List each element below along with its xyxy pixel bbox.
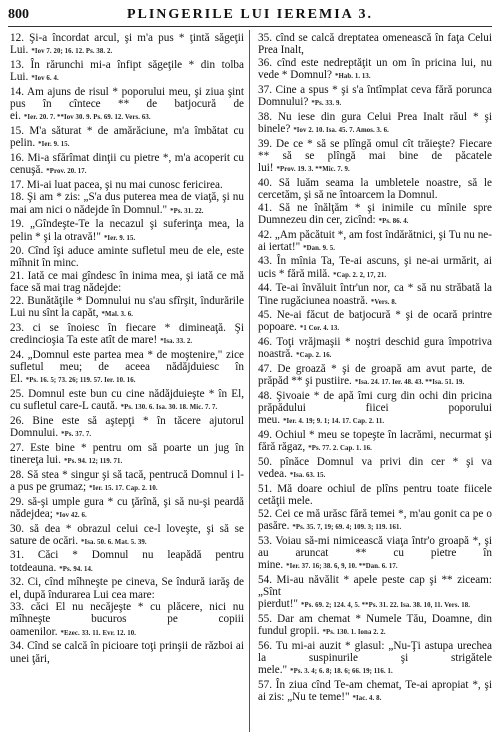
- verse-text: 39. De ce * să se plîngă omul cît trăieşte? Fiecare ** să se plîngă mai bine de păcatele lui!: [258, 137, 492, 175]
- verse-text: 49. Ochiul * meu se topeşte în lacrămi, necurmat şi fără răgaz,: [258, 429, 492, 454]
- verse-text: 13. În rărunchi mi-a înfipt săgeţile * din tolba Lui.: [10, 58, 244, 84]
- verse-text: 16. Mi-a sfărîmat dinţii cu pietre *, m'a acoperit cu cenuşă.: [10, 151, 244, 177]
- verse: [10, 388, 244, 414]
- verse: [258, 336, 492, 362]
- verse-text: 33. căci El nu necăjeşte * cu plăcere, nici nu mîhneşte bucuros pe copiii oamenilor.: [10, 601, 244, 638]
- verse: [10, 191, 244, 217]
- cross-reference: *Ps. 16. 5; 73. 26; 119. 57. Ier. 10. 16.: [25, 377, 136, 385]
- verse-text: 40. Să luăm seama la umbletele noastre, să le cercetăm, şi să ne întoarcem la Domnul.: [258, 176, 492, 201]
- cross-reference: *Ps. 86. 4.: [378, 217, 409, 225]
- running-title: PLINGERILE LUI IEREMIA 3.: [126, 7, 374, 22]
- verse-text: 48. Şivoaie * de apă îmi curg din ochi din pricina prăpădului fiicei poporului meu.: [258, 389, 492, 427]
- verse: [10, 125, 244, 151]
- verse-text: 38. Nu iese din gura Celui Prea Inalt răul * şi binele?: [258, 110, 492, 135]
- cross-reference: *Ps. 35. 7, 19; 69. 4; 109. 3; 119. 161.: [292, 524, 402, 532]
- cross-reference: *Isa. 24. 17. Ier. 48. 43. **Isa. 51. 19.: [354, 379, 465, 387]
- verse-text: 46. Toţi vrăjmaşii * noştri deschid gura împotriva noastră.: [258, 336, 492, 361]
- verse-text: 37. Cine a spus * şi s'a întîmplat ceva fără porunca Domnului?: [258, 83, 492, 109]
- verse-text: 42. „Am păcătuit *, am fost îndărătnici, şi Tu nu ne-ai iertat!": [258, 228, 492, 253]
- cross-reference: *Ier. 20. 7. **Iov 30. 9. Ps. 69. 12. Vers. 63.: [23, 114, 151, 122]
- cross-reference: *Ps. 130. 6. Isa. 30. 18. Mic. 7. 7.: [120, 404, 218, 412]
- verse: [10, 496, 244, 522]
- cross-reference: *Prov. 19. 3. **Mic. 7. 9.: [276, 166, 350, 174]
- verse: [10, 523, 244, 549]
- verse: [258, 177, 492, 201]
- cross-reference: *Isa. 33. 2.: [160, 338, 193, 346]
- verse-text: 12. Şi-a încordat arcul, şi m'a pus * ţintă săgeţii Lui.: [10, 32, 244, 57]
- cross-reference: *Prov. 20. 17.: [46, 168, 87, 176]
- cross-reference: *Iov 2. 10. Isa. 45. 7. Amos. 3. 6.: [293, 126, 389, 134]
- verse-text: 30. să dea * obrazul celui ce-l loveşte, şi să se sature de ocări.: [10, 522, 244, 547]
- verse: [258, 613, 492, 639]
- cross-reference: *Ps. 3. 4; 6. 8; 18. 6; 66. 19; 116. 1.: [290, 668, 393, 676]
- verse: [10, 152, 244, 178]
- verse-text: 31. Căci * Domnul nu leapădă pentru totdeauna.: [10, 549, 244, 574]
- verse-text: 18. Şi am * zis: „S'a dus puterea mea de viaţă, şi nu mai am nici o nădejde în Domnul.": [10, 191, 244, 216]
- verse: [258, 640, 492, 679]
- cross-reference: *Vers. 8.: [370, 298, 397, 306]
- verse: [258, 229, 492, 255]
- verse: [258, 84, 492, 110]
- cross-reference: *Ier. 4. 19; 9. 1; 14. 17. Cap. 2. 11.: [283, 418, 385, 426]
- verse: [10, 179, 244, 191]
- right-column: [258, 32, 492, 732]
- verse: [10, 415, 244, 441]
- cross-reference: *Iov 42. 6.: [55, 511, 87, 519]
- cross-reference: *Iov 6. 4.: [31, 75, 59, 83]
- verse-text: 15. M'a săturat * de amărăciune, m'a îmbătat cu pelin.: [10, 124, 244, 150]
- verse-text: 24. „Domnul este partea mea * de moştenire," zice sufletul meu; de aceea nădăjduiesc în El.: [10, 348, 244, 386]
- cross-reference: *Ps. 94. 12; 119. 71.: [63, 458, 123, 465]
- cross-reference: *Hab. 1. 13.: [334, 73, 371, 81]
- verse-text: 17. Mi-ai luat pacea, şi nu mai cunosc fericirea.: [10, 178, 223, 191]
- verse: [258, 32, 492, 56]
- verse-text: 21. Iată ce mai gîndesc în inima mea, şi iată ce mă face să mai trag nădejde:: [10, 270, 244, 295]
- cross-reference: *Ps. 69. 2; 124. 4, 5. **Ps. 31. 22. Isa. 38. 10, 11. Vers. 18.: [300, 602, 471, 610]
- verse: [258, 574, 492, 613]
- verse-text: 45. Ne-ai făcut de batjocură * şi de ocară printre popoare.: [258, 309, 492, 334]
- verse-text: 29. să-şi umple gura * cu ţărînă, şi să nu-şi peardă nădejdea;: [10, 495, 244, 520]
- verse: [258, 429, 492, 455]
- verse: [10, 469, 244, 495]
- verse: [10, 245, 244, 269]
- verse: [10, 59, 244, 85]
- verse: [10, 322, 244, 348]
- verse: [10, 349, 244, 388]
- cross-reference: *Ps. 37. 7.: [61, 431, 92, 439]
- verse: [10, 640, 244, 664]
- verse-text: 26. Bine este să aştepţi * în tăcere ajutorul Domnului.: [10, 414, 244, 440]
- cross-reference: *Cap. 2. 16.: [296, 352, 332, 360]
- verse: [258, 282, 492, 308]
- cross-reference: *Mal. 3. 6.: [101, 311, 134, 319]
- verse: [10, 32, 244, 58]
- verse-text: 54. Mi-au năvălit * apele peste cap şi ** ziceam: „Sînt pierdut!": [258, 573, 492, 611]
- verse-text: 25. Domnul este bun cu cine nădăjduieşte * în El, cu sufletul care-L caută.: [10, 387, 244, 413]
- verse-text: 53. Voiau să-mi nimicească viaţa într'o groapă *, şi au aruncat ** cu pietre în mine.: [258, 534, 492, 572]
- verse: [258, 202, 492, 228]
- verse: [258, 363, 492, 389]
- cross-reference: *Isa. 63. 15.: [289, 472, 326, 480]
- cross-reference: *Ps. 31. 22.: [170, 207, 204, 215]
- verse-text: 47. De groază * şi de groapă am avut parte, de prăpăd ** şi pustiire.: [258, 363, 492, 388]
- verse: [258, 679, 492, 705]
- verse: [258, 309, 492, 335]
- verse: [258, 508, 492, 534]
- verse-text: 35. cînd se calcă dreptatea omenească în faţa Celui Prea Inalt,: [258, 32, 492, 57]
- verse-text: 23. ci se înoiesc în fiecare * dimineaţă. Şi credincioşia Ta este atît de mare!: [10, 321, 244, 347]
- cross-reference: *1 Cor. 4. 13.: [299, 325, 340, 333]
- column-divider: [249, 30, 250, 732]
- verse: [258, 138, 492, 177]
- verse-text: 44. Te-ai învăluit într'un nor, ca * să nu străbată la Tine rugăciunea noastră.: [258, 282, 492, 307]
- verse-text: 52. Cei ce mă urăsc fără temei *, m'au gonit ca pe o pasăre.: [258, 507, 492, 533]
- page-header: [8, 6, 492, 24]
- verse: [10, 218, 244, 244]
- verse: [258, 483, 492, 507]
- left-column: [10, 32, 244, 732]
- cross-reference: *Isa. 50. 6. Mat. 5. 39.: [81, 538, 147, 546]
- cross-reference: *Ps. 94. 14.: [59, 565, 93, 573]
- verse: [10, 549, 244, 575]
- verse-text: 14. Am ajuns de risul * poporului meu, şi ziua şint pus în cîntece ** de batjocură de ei.: [10, 85, 244, 123]
- verse: [258, 456, 492, 482]
- verse: [258, 255, 492, 281]
- verse-text: 19. „Gîndeşte-Te la necazul şi suferinţa mea, la pelin * şi la otravă!": [10, 218, 244, 243]
- cross-reference: *Ier. 15. 17. Cap. 2. 10.: [89, 484, 158, 492]
- cross-reference: *Ps. 130. 1. Iona 2. 2.: [322, 629, 386, 637]
- verse: [10, 442, 244, 468]
- cross-reference: *Ps. 77. 2. Cap. 1. 16.: [308, 445, 372, 453]
- verse-text: 22. Bunătăţile * Domnului nu s'au sfîrşit, îndurările Lui nu sînt la capăt,: [10, 295, 244, 320]
- cross-reference: *Iac. 4. 8.: [352, 695, 382, 703]
- verse-text: 41. Să ne înălţăm * şi inimile cu mînile spre Dumnezeu din cer, zicînd:: [258, 201, 492, 226]
- verse-text: 56. Tu mi-ai auzit * glasul: „Nu-Ţi astupa urechea la suspinurile şi strigătele mele.": [258, 639, 492, 677]
- verse: [258, 57, 492, 83]
- cross-reference: *Ier. 9. 15.: [103, 234, 136, 242]
- verse-text: 28. Să stea * singur şi să tacă, pentrucă Domnul i l-a pus pe grumaz;: [10, 468, 244, 493]
- verse-text: 20. Cînd îşi aduce aminte sufletul meu de ele, este mîhnit în minc.: [10, 245, 244, 270]
- header-rule: [8, 26, 492, 27]
- verse-text: 55. Dar am chemat * Numele Tău, Doamne, din fundul gropii.: [258, 612, 492, 638]
- verse-text: 43. În mînia Ta, Te-ai ascuns, şi ne-ai urmărit, ai ucis * fără milă.: [258, 255, 492, 280]
- verse-text: 51. Mă doare ochiul de plîns pentru toate fiicele cetăţii mele.: [258, 482, 492, 508]
- verse-text: 50. pînăce Domnul va privi din cer * şi va vedea.: [258, 456, 492, 481]
- verse: [258, 535, 492, 574]
- cross-reference: *Dan. 9. 5.: [303, 244, 336, 252]
- cross-reference: *Ier. 9. 15.: [38, 141, 70, 149]
- verse-text: 36. cînd este nedreptăţit un om în pricina lui, nu vede * Domnul?: [258, 56, 492, 82]
- verse-text: 57. În ziua cînd Te-am chemat, Te-ai apropiat *, şi ai zis: „Nu te teme!": [258, 678, 492, 704]
- verse-text: 32. Ci, cînd mîhneşte pe cineva, Se îndură iarăş de el, după îndurarea Lui cea mare:: [10, 576, 244, 601]
- cross-reference: *Ier. 37. 16; 38. 6, 9, 10. **Dan. 6. 17.: [286, 563, 398, 571]
- verse-text: 34. Cînd se calcă în picioare toţi prinşii de război ai unei ţări,: [10, 640, 244, 665]
- verse: [10, 295, 244, 321]
- cross-reference: *Iov 7. 20; 16. 12. Ps. 38. 2.: [31, 48, 113, 56]
- page-number: 800: [8, 7, 29, 22]
- verse: [10, 270, 244, 294]
- cross-reference: *Cap. 2. 2, 17, 21.: [333, 271, 387, 279]
- cross-reference: *Ps. 33. 9.: [311, 100, 342, 108]
- verse: [258, 111, 492, 137]
- verse: [10, 86, 244, 125]
- verse: [10, 576, 244, 600]
- verse: [258, 390, 492, 429]
- verse: [10, 601, 244, 640]
- cross-reference: *Ezec. 33. 11. Evr. 12. 10.: [60, 629, 137, 637]
- verse-text: 27. Este bine * pentru om să poarte un jug în tinereţa lui.: [10, 441, 244, 466]
